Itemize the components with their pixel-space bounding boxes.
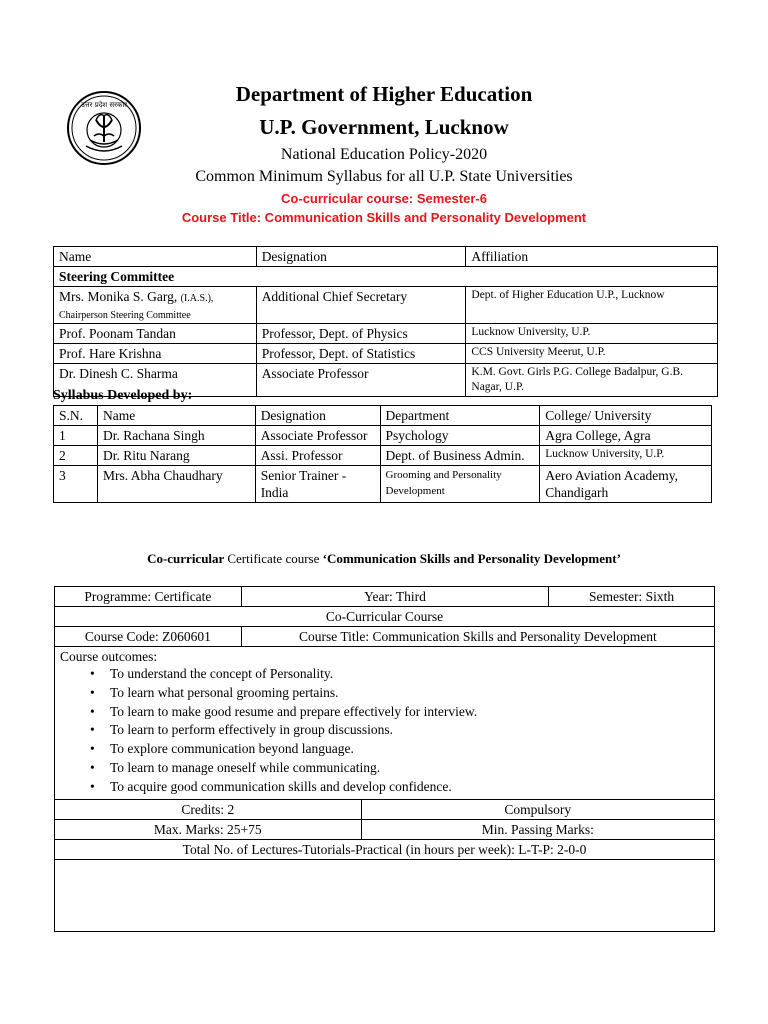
list-item: • To learn to perform effectively in group discussions.: [90, 721, 709, 740]
table-row: [55, 627, 715, 647]
course-title-heading: Course Title: Communication Skills and Personality Development: [181, 210, 587, 225]
certificate-title-quote: ‘Communication Skills and Personality Development’: [322, 551, 621, 566]
member-designation: Associate Professor: [256, 364, 466, 397]
page-title-line1: Department of Higher Education: [235, 82, 533, 106]
certificate-title-prefix: Co-curricular: [147, 551, 225, 566]
steering-committee-label: Steering Committee: [54, 267, 718, 287]
header-department: Department: [380, 406, 540, 426]
syllabus-developed-label: Syllabus Developed by:: [53, 388, 193, 403]
row-sn: 1: [54, 426, 98, 446]
header-sn: S.N.: [54, 406, 98, 426]
table-row: [55, 819, 715, 839]
min-passing-cell: Min. Passing Marks:: [361, 819, 714, 839]
syllabus-developers-table: [53, 405, 712, 503]
course-outcomes-list: [90, 665, 709, 797]
list-item: • To learn to make good resume and prepare effectively for interview.: [90, 703, 709, 722]
ltp-cell: Total No. of Lectures-Tutorials-Practical (in hours per week): L-T-P: 2-0-0: [55, 839, 715, 859]
header-name: Name: [54, 247, 257, 267]
row-designation: Assi. Professor: [255, 446, 380, 466]
table-row: [54, 344, 718, 364]
header-college: College/ University: [540, 406, 712, 426]
row-sn: 3: [54, 466, 98, 503]
table-row: [55, 607, 715, 627]
table-row: [55, 859, 715, 931]
table-row: [54, 466, 712, 503]
row-department: Dept. of Business Admin.: [380, 446, 540, 466]
row-designation: Associate Professor: [255, 426, 380, 446]
table-row: [55, 839, 715, 859]
table-row: [54, 324, 718, 344]
section-row: [54, 267, 718, 287]
certificate-course-title: [0, 551, 768, 567]
course-type-cell: Co-Curricular Course: [55, 607, 715, 627]
course-details-table: [54, 586, 715, 932]
row-name: Mrs. Abha Chaudhary: [97, 466, 255, 503]
row-name: Dr. Ritu Narang: [97, 446, 255, 466]
year-cell: Year: Third: [241, 587, 548, 607]
page-title-line2: U.P. Government, Lucknow: [259, 115, 509, 139]
certificate-title-middle: Certificate course: [227, 551, 320, 566]
semester-cell: Semester: Sixth: [549, 587, 715, 607]
row-department: Grooming and Personality Development: [380, 466, 540, 503]
header-affiliation: Affiliation: [466, 247, 718, 267]
list-item: • To understand the concept of Personality.: [90, 665, 709, 684]
header-name: Name: [97, 406, 255, 426]
header-designation: Designation: [255, 406, 380, 426]
course-outcomes-label: Course outcomes:: [60, 649, 158, 664]
list-item: • To learn what personal grooming pertains.: [90, 684, 709, 703]
member-designation: Professor, Dept. of Physics: [256, 324, 466, 344]
header-designation: Designation: [256, 247, 466, 267]
course-semester-heading: Co-curricular course: Semester-6: [281, 191, 487, 206]
course-outcomes-cell: [55, 647, 715, 800]
syllabus-subtitle: Common Minimum Syllabus for all U.P. State Universities: [195, 168, 573, 185]
member-designation: Professor, Dept. of Statistics: [256, 344, 466, 364]
member-affiliation: CCS University Meerut, U.P.: [466, 344, 718, 364]
member-designation: Additional Chief Secretary: [256, 287, 466, 324]
member-affiliation: Lucknow University, U.P.: [466, 324, 718, 344]
credits-cell: Credits: 2: [55, 799, 362, 819]
table-row: [55, 799, 715, 819]
course-code-cell: Course Code: Z060601: [55, 627, 242, 647]
compulsory-cell: Compulsory: [361, 799, 714, 819]
course-title-cell: Course Title: Communication Skills and Personality Development: [241, 627, 714, 647]
member-name-text: Mrs. Monika S. Garg,: [59, 289, 178, 304]
max-marks-cell: Max. Marks: 25+75: [55, 819, 362, 839]
table-row: [54, 287, 718, 324]
member-name: Prof. Hare Krishna: [54, 344, 257, 364]
table-row: [55, 587, 715, 607]
policy-subtitle: National Education Policy-2020: [280, 146, 488, 163]
table-header-row: [54, 247, 718, 267]
svg-text:उत्तर प्रदेश सरकार: उत्तर प्रदेश सरकार: [80, 101, 128, 109]
member-name: Prof. Poonam Tandan: [54, 324, 257, 344]
member-name-suffix: (I.A.S.),: [180, 293, 214, 304]
empty-cell: [55, 859, 715, 931]
list-item: • To explore communication beyond language.: [90, 740, 709, 759]
row-name: Dr. Rachana Singh: [97, 426, 255, 446]
row-designation: Senior Trainer - India: [255, 466, 380, 503]
table-row: [54, 426, 712, 446]
row-sn: 2: [54, 446, 98, 466]
row-college: Lucknow University, U.P.: [540, 446, 712, 466]
steering-committee-table: [53, 246, 718, 397]
table-row: [54, 446, 712, 466]
list-item: • To acquire good communication skills and develop confidence.: [90, 778, 709, 797]
table-header-row: [54, 406, 712, 426]
member-affiliation: K.M. Govt. Girls P.G. College Badalpur, G.B. Nagar, U.P.: [466, 364, 718, 397]
row-college: Aero Aviation Academy, Chandigarh: [540, 466, 712, 503]
list-item: • To learn to manage oneself while communicating.: [90, 759, 709, 778]
member-name: Dr. Dinesh C. Sharma: [54, 364, 257, 397]
member-affiliation: Dept. of Higher Education U.P., Lucknow: [466, 287, 718, 324]
member-role-note: Chairperson Steering Committee: [59, 310, 191, 321]
row-department: Psychology: [380, 426, 540, 446]
row-college: Agra College, Agra: [540, 426, 712, 446]
table-row: [55, 647, 715, 800]
member-name: [54, 287, 257, 324]
programme-cell: Programme: Certificate: [55, 587, 242, 607]
